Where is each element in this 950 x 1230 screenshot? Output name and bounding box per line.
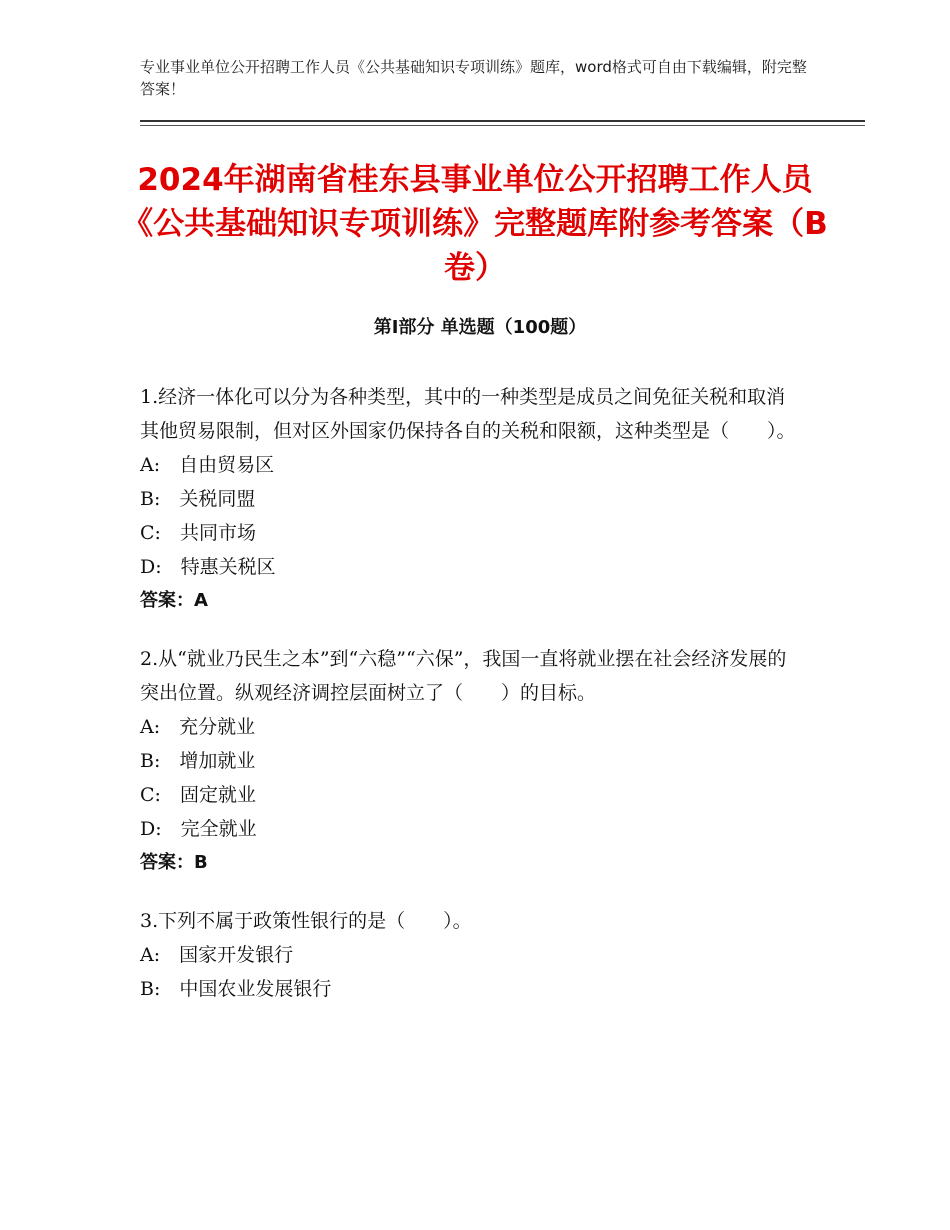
option-c: C: 固定就业: [140, 784, 256, 806]
question-stem: 1.经济一体化可以分为各种类型，其中的一种类型是成员之间免征关税和取消其他贸易限制，但对区外国家仍保持各自的关税和限额，这种类型是（ ）。: [140, 386, 796, 442]
question-3: [140, 904, 800, 1006]
option-b: B: 增加就业: [140, 750, 256, 772]
option-d: D: 特惠关税区: [140, 556, 276, 578]
answer: 答案：B: [140, 852, 208, 873]
header-note: 专业事业单位公开招聘工作人员《公共基础知识专项训练》题库，word格式可自由下载编辑，附完整答案！: [140, 58, 807, 98]
option-a: A: 国家开发银行: [140, 944, 294, 966]
question-2: [140, 642, 800, 880]
option-a: A: 充分就业: [140, 716, 256, 738]
answer: 答案：A: [140, 590, 208, 611]
header-divider-thick: [140, 120, 865, 122]
question-stem: 2.从“就业乃民生之本”到“六稳”“六保”，我国一直将就业摆在社会经济发展的突出位置。纵观经济调控层面树立了（ ）的目标。: [140, 648, 787, 704]
option-d: D: 完全就业: [140, 818, 257, 840]
header-divider-thin: [140, 125, 865, 126]
option-a: A: 自由贸易区: [140, 454, 275, 476]
option-c: C: 共同市场: [140, 522, 256, 544]
question-1: [140, 380, 800, 618]
question-stem: 3.下列不属于政策性银行的是（ ）。: [140, 910, 472, 932]
option-b: B: 中国农业发展银行: [140, 978, 332, 1000]
option-b: B: 关税同盟: [140, 488, 256, 510]
question-list: [140, 380, 800, 1030]
section-title: 第Ⅰ部分 单选题（100题）: [373, 317, 587, 338]
document-title: 2024年湖南省桂东县事业单位公开招聘工作人员《公共基础知识专项训练》完整题库附参考答案（B卷）: [122, 162, 828, 286]
